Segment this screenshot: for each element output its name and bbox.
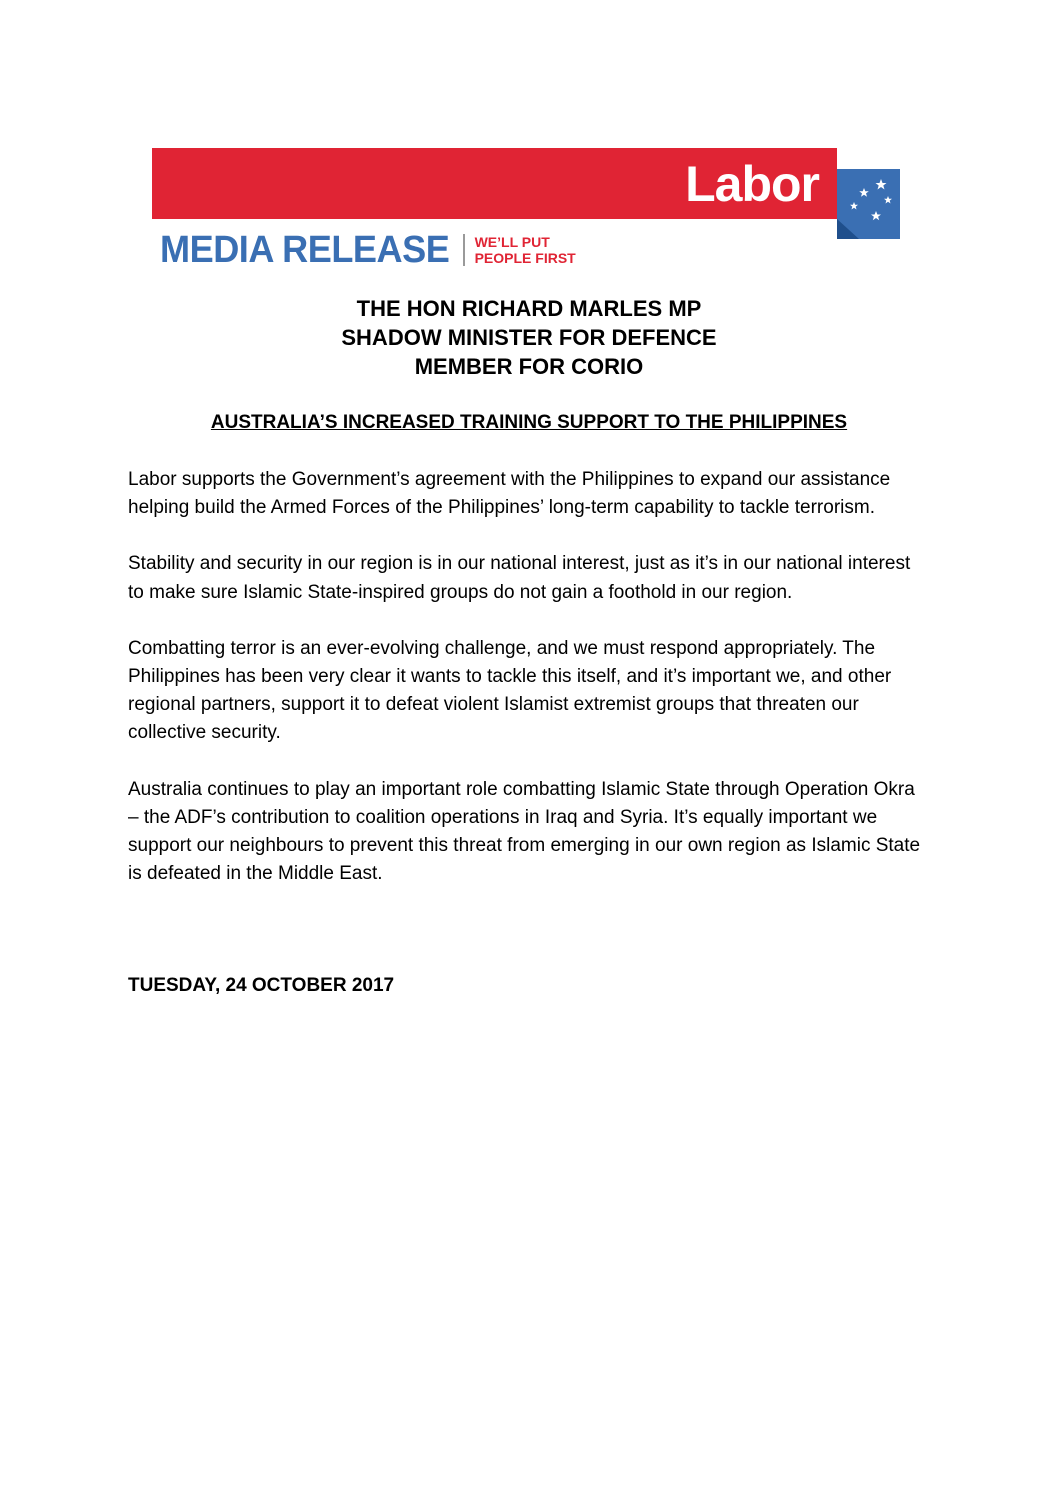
minister-electorate: MEMBER FOR CORIO [414, 354, 644, 379]
body-paragraph: Labor supports the Government’s agreement with the Philippines to expand our assistance helping build the Armed Forces of the Philippines’ long-term capability to tackle terrorism. [128, 469, 891, 519]
body-paragraph: Combatting terror is an ever-evolving challenge, and we must respond appropriately. The Philippines has been very clear it wants to tackle this itself, and it’s important we, and other regional partners, support it to defeat violent Islamist extremist groups that threaten our collective security. [128, 637, 892, 744]
media-release-label: MEDIA RELEASE [160, 228, 450, 271]
media-release-row [160, 228, 576, 272]
tagline [475, 234, 576, 266]
media-release-banner [152, 148, 900, 270]
body-paragraph: Stability and security in our region is in our national interest, just as it’s in our national interest to make sure Islamic State-inspired groups do not gain a foothold in our region. [128, 553, 911, 603]
minister-portfolio: SHADOW MINISTER FOR DEFENCE [341, 325, 717, 350]
release-body [128, 466, 930, 916]
red-banner-bar [152, 148, 837, 219]
tagline-line-2: PEOPLE FIRST [474, 250, 576, 266]
release-headline: AUSTRALIA’S INCREASED TRAINING SUPPORT TO THE PHILIPPINES [210, 412, 848, 433]
media-release-divider [463, 234, 465, 266]
tagline-line-1: WE’LL PUT [474, 234, 550, 250]
southern-cross-icon [837, 169, 900, 239]
minister-name: THE HON RICHARD MARLES MP [356, 296, 702, 321]
release-date: TUESDAY, 24 OCTOBER 2017 [128, 975, 395, 996]
labor-logo-text: Labor [685, 156, 819, 212]
body-paragraph: Australia continues to play an important role combatting Islamic State through Operation Okra – the ADF’s contribution to coalition operations in Iraq and Syria. It’s equally important we support our neighbours to prevent this threat from emerging in our own region as Islamic State is defeated in the Middle East. [128, 778, 921, 885]
minister-title-block [0, 294, 1058, 381]
